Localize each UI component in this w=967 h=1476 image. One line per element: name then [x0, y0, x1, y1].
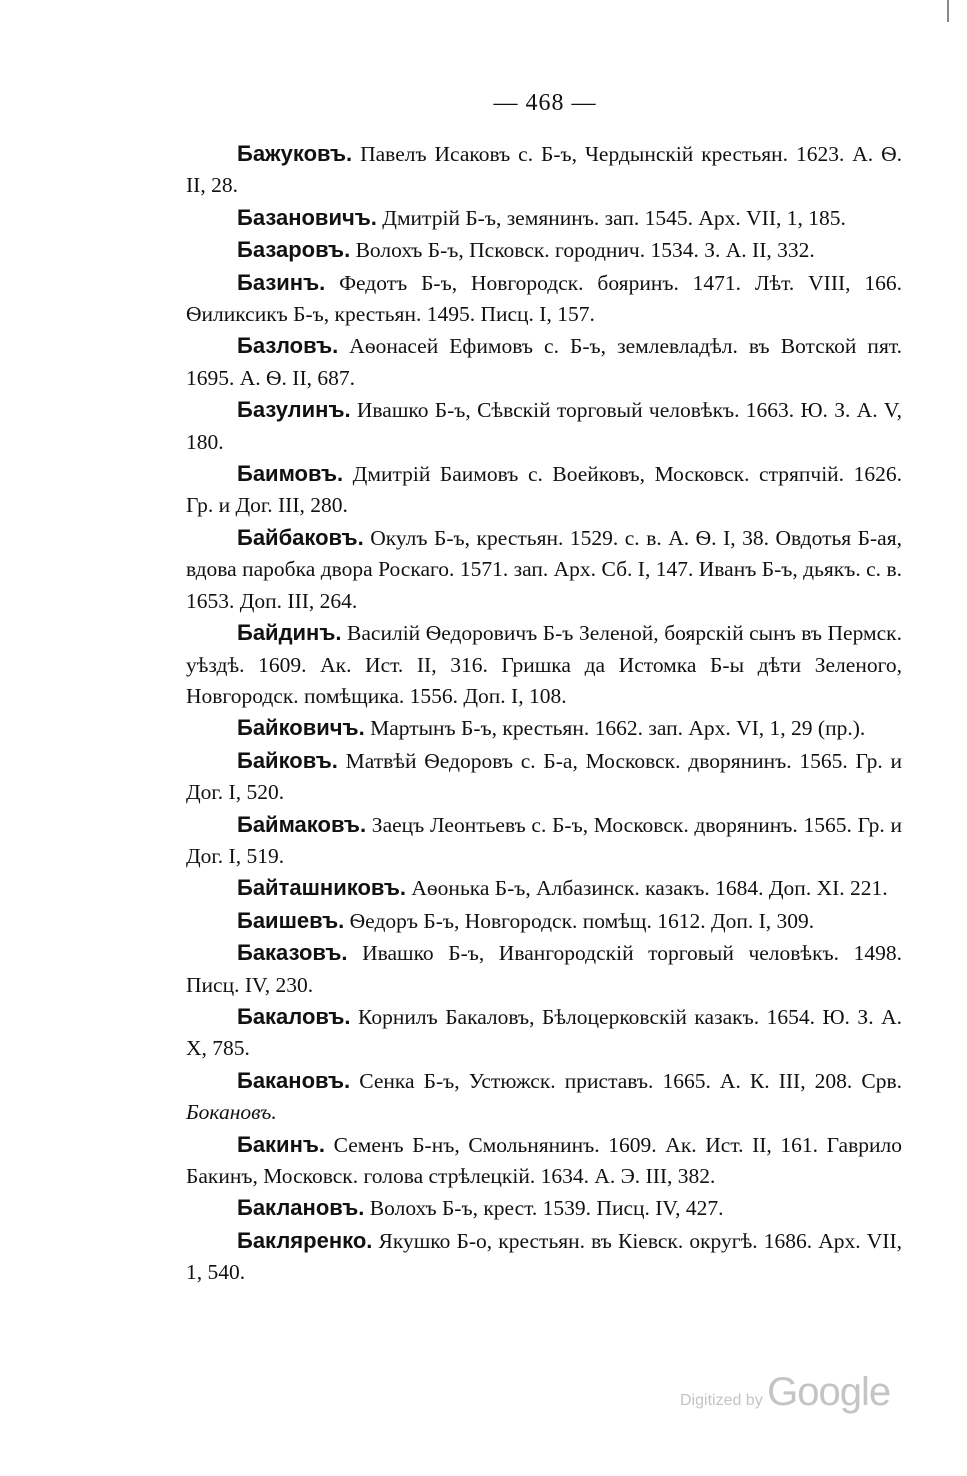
- entry-text: Павелъ Исаковъ с. Б-ъ, Чердынскій крестьян. 1623. А. Ѳ. II, 28.: [186, 142, 902, 198]
- dictionary-entry: [186, 712, 902, 744]
- dictionary-entry: [186, 905, 902, 937]
- dictionary-entry: [186, 1129, 902, 1193]
- entry-headword: Базановичъ.: [237, 204, 377, 230]
- dictionary-entry: [186, 330, 902, 394]
- dictionary-entry: [186, 1001, 902, 1065]
- watermark-prefix: Digitized by: [680, 1392, 763, 1409]
- entry-headword: Байковичъ.: [237, 715, 365, 741]
- entry-headword: Баимовъ.: [237, 461, 344, 487]
- entry-headword: Байковъ.: [237, 747, 338, 773]
- dictionary-entry: [186, 458, 902, 522]
- entry-text: Василій Ѳедоровичъ Б-ъ Зеленой, боярскій сынъ въ Пермск. уѣздѣ. 1609. Ак. Ист. II, 316. Гришка да Истомка Б-ы дѣти Зеленого, Новгородск. помѣщика. 1556. Доп. I, 108.: [186, 621, 902, 708]
- entry-headword: Баказовъ.: [237, 940, 348, 966]
- entry-text: Волохъ Б-ъ, Псковск. городнич. 1534. З. А. II, 332.: [350, 238, 815, 263]
- entry-headword: Базинъ.: [237, 269, 326, 295]
- dictionary-entry: [186, 202, 902, 234]
- entry-headword: Баймаковъ.: [237, 811, 367, 837]
- entry-text: Якушко Б-о, крестьян. въ Кіевск. округѣ. 1686. Арх. VII, 1, 540.: [186, 1228, 902, 1285]
- entry-headword: Бакаловъ.: [237, 1003, 351, 1029]
- dictionary-entry: [186, 1065, 902, 1129]
- digitized-watermark: [680, 1370, 890, 1415]
- entry-cross-reference: Бокановъ.: [186, 1100, 277, 1125]
- dictionary-entry: [186, 1225, 902, 1289]
- google-logo: Google: [767, 1370, 891, 1414]
- dictionary-entry: [186, 138, 902, 202]
- entry-text: Федотъ Б-ъ, Новгородск. бояринъ. 1471. Лѣт. VIII, 166. Ѳиликсикъ Б-ъ, крестьян. 1495. Писц. I, 157.: [186, 270, 902, 327]
- dictionary-entry: [186, 872, 902, 904]
- entry-text: Ивашко Б-ъ, Ивангородскій торговый человѣкъ. 1498. Писц. IV, 230.: [186, 941, 902, 997]
- entry-headword: Байбаковъ.: [237, 524, 364, 550]
- dictionary-entry: [186, 937, 902, 1001]
- dictionary-entries: [186, 138, 902, 1289]
- dictionary-entry: [186, 1192, 902, 1224]
- entry-headword: Бакляренко.: [237, 1227, 373, 1253]
- entry-text: Корнилъ Бакаловъ, Бѣлоцерковскій казакъ. 1654. Ю. З. А. X, 785.: [186, 1004, 902, 1061]
- entry-text: Матвѣй Ѳедоровъ с. Б-а, Московск. дворянинъ. 1565. Гр. и Дог. I, 520.: [186, 748, 902, 805]
- dictionary-entry: [186, 234, 902, 266]
- entry-text: Заецъ Леонтьевъ с. Б-ъ, Московск. дворянинъ. 1565. Гр. и Дог. I, 519.: [186, 812, 902, 868]
- entry-headword: Байташниковъ.: [237, 875, 407, 901]
- entry-text: Ѳедоръ Б-ъ, Новгородск. помѣщ. 1612. Доп. I, 309.: [344, 908, 815, 933]
- dictionary-entry: [186, 745, 902, 809]
- dictionary-entry: [186, 267, 902, 331]
- dictionary-entry: [186, 809, 902, 873]
- page-edge-mark: [947, 0, 949, 22]
- entry-text: Ивашко Б-ъ, Сѣвскій торговый человѣкъ. 1663. Ю. З. А. V, 180.: [186, 398, 902, 454]
- entry-text: Окулъ Б-ъ, крестьян. 1529. с. в. А. Ѳ. I, 38. Овдотья Б-ая, вдова паробка двора Роскаго. 1571. зап. Арх. Сб. I, 147. Иванъ Б-ъ, дьякъ. с. в. 1653. Доп. III, 264.: [186, 525, 902, 613]
- dictionary-entry: [186, 522, 902, 617]
- entry-headword: Базулинъ.: [237, 397, 351, 423]
- entry-text: Сенка Б-ъ, Устюжск. приставъ. 1665. А. К. III, 208. Срв.: [350, 1068, 902, 1093]
- dictionary-entry: [186, 617, 902, 712]
- entry-headword: Баишевъ.: [237, 907, 345, 933]
- entry-headword: Бакановъ.: [237, 1067, 351, 1093]
- entry-headword: Баклановъ.: [237, 1195, 365, 1221]
- page-number: — 468 —: [493, 90, 597, 116]
- entry-text: Мартынъ Б-ъ, крестьян. 1662. зап. Арх. VI, 1, 29 (пр.).: [364, 716, 866, 741]
- entry-headword: Базаровъ.: [237, 237, 351, 263]
- entry-text: Дмитрій Баимовъ с. Воейковъ, Московск. стряпчій. 1626. Гр. и Дог. III, 280.: [186, 462, 902, 518]
- entry-text: Аѳонасей Ефимовъ с. Б-ъ, землевладѣл. въ Вотской пят. 1695. А. Ѳ. II, 687.: [186, 334, 902, 390]
- entry-text: Аѳонька Б-ъ, Албазинск. казакъ. 1684. Доп. XI. 221.: [406, 876, 888, 901]
- entry-headword: Бакинъ.: [237, 1131, 326, 1157]
- entry-headword: Бажуковъ.: [237, 141, 353, 166]
- entry-headword: Базловъ.: [237, 333, 339, 359]
- entry-headword: Байдинъ.: [237, 620, 342, 646]
- entry-text: Волохъ Б-ъ, крест. 1539. Писц. IV, 427.: [364, 1196, 724, 1221]
- entry-text: Семенъ Б-нъ, Смольнянинъ. 1609. Ак. Ист. II, 161. Гаврило Бакинъ, Московск. голова стрѣлецкій. 1634. А. Э. III, 382.: [186, 1132, 902, 1188]
- dictionary-entry: [186, 394, 902, 458]
- entry-text: Дмитрій Б-ъ, земянинъ. зап. 1545. Арх. VII, 1, 185.: [376, 205, 846, 230]
